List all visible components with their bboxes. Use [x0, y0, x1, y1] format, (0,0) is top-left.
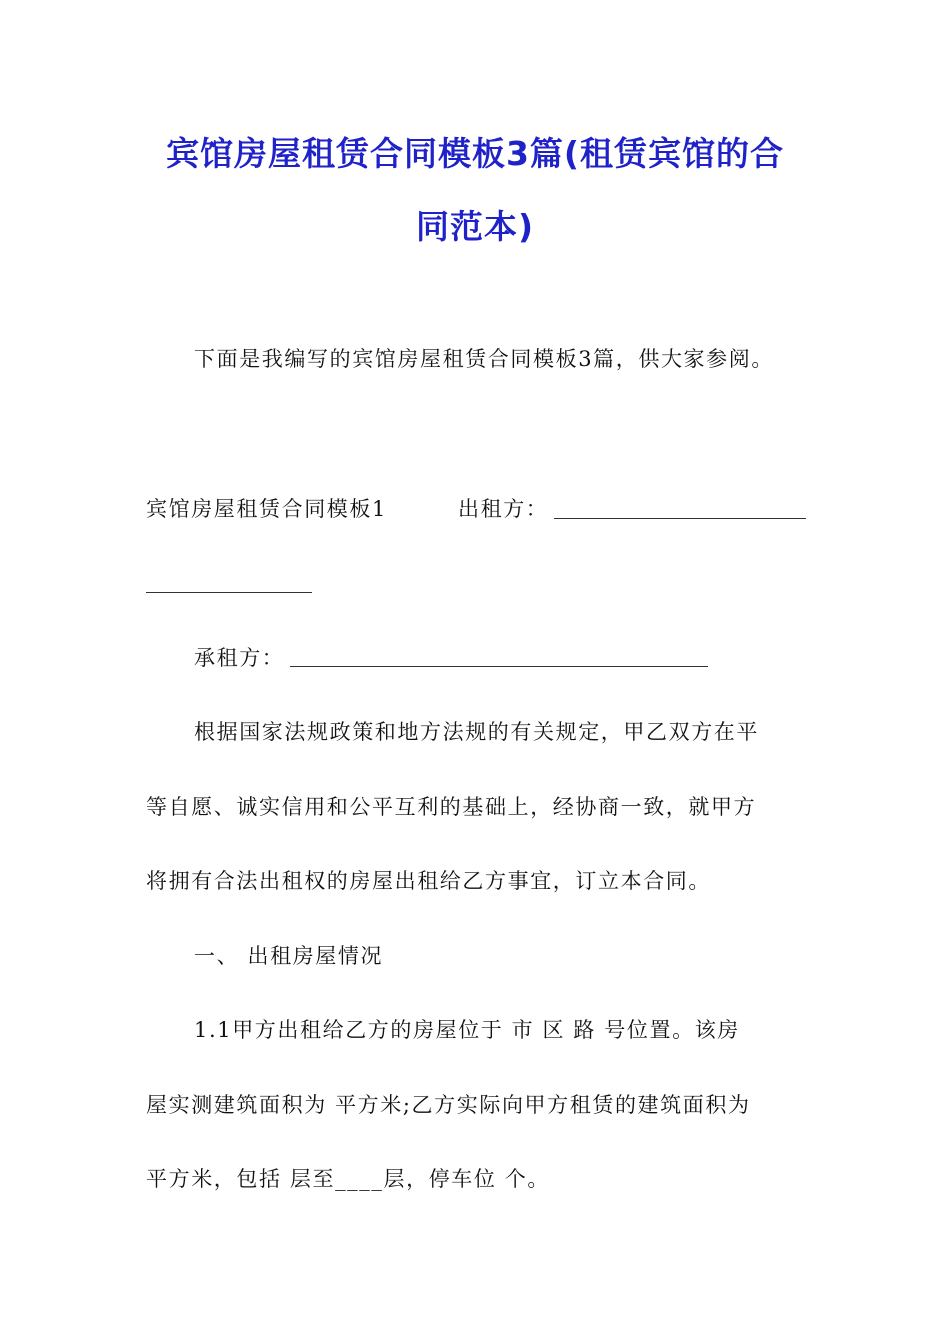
paragraph-line: 等自愿、诚实信用和公平互利的基础上，经协商一致，就甲方: [146, 795, 757, 819]
lessor-label: 出租方：: [458, 497, 549, 521]
paragraph-line: 根据国家法规政策和地方法规的有关规定，甲乙双方在平: [194, 720, 759, 744]
clause-line: 1.1甲方出租给乙方的房屋位于 市 区 路 号位置。该房: [194, 1018, 740, 1042]
lessee-label: 承租方：: [194, 646, 285, 670]
document-title-line-2: 同范本): [415, 207, 535, 246]
paragraph-line: 将拥有合法出租权的房屋出租给乙方事宜，订立本合同。: [146, 869, 711, 893]
lessor-blank-line: [554, 518, 806, 519]
intro-paragraph: 下面是我编写的宾馆房屋租赁合同模板3篇，供大家参阅。: [194, 347, 774, 371]
lessor-blank-line-continued: [146, 592, 312, 593]
document-title-line-1: 宾馆房屋租赁合同模板3篇(租赁宾馆的合: [165, 134, 785, 173]
lessee-blank-line: [290, 666, 708, 667]
clause-line: 平方米，包括 层至____层，停车位 个。: [146, 1167, 550, 1191]
template-heading: 宾馆房屋租赁合同模板1: [146, 497, 387, 521]
section-heading: 一、 出租房屋情况: [194, 944, 384, 968]
clause-line: 屋实测建筑面积为 平方米;乙方实际向甲方租赁的建筑面积为: [146, 1093, 751, 1117]
